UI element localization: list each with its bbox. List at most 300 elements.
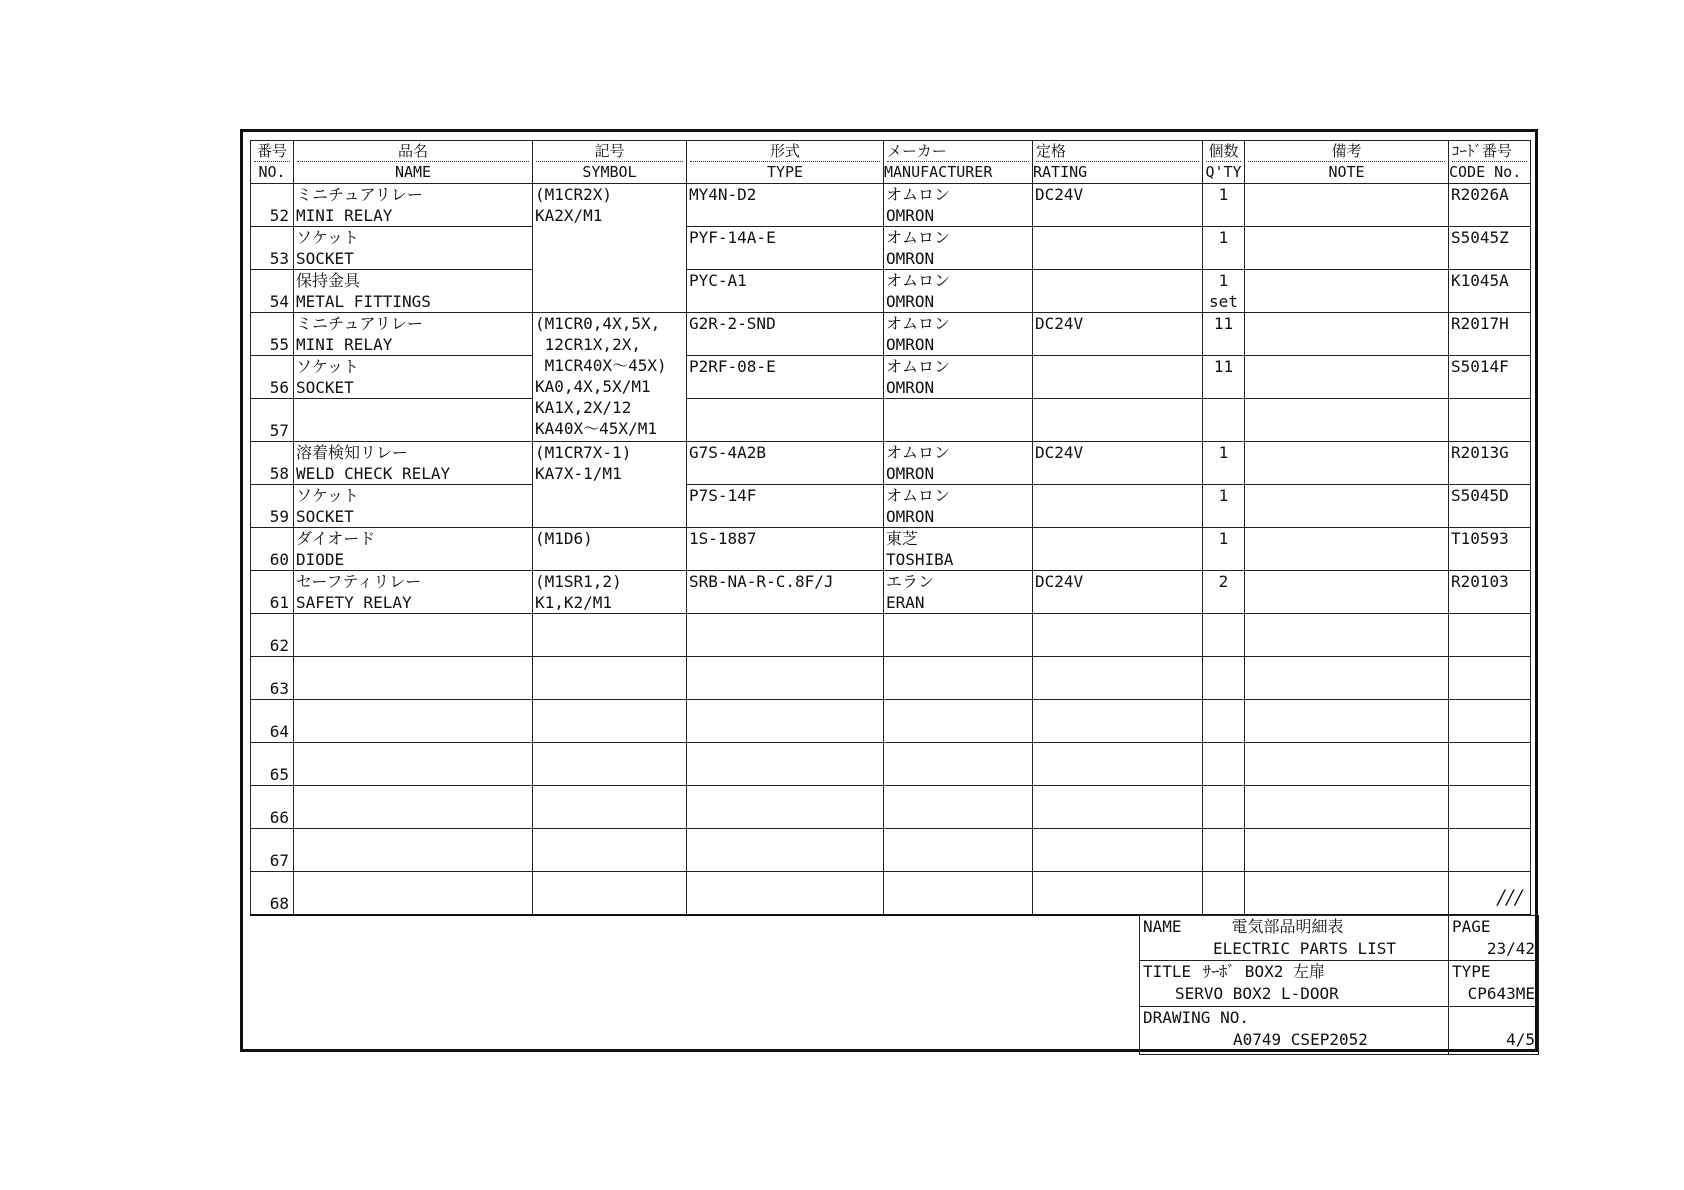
manufacturer-japanese <box>886 872 1030 893</box>
name-english: SOCKET <box>296 507 354 526</box>
rating-value <box>1035 270 1200 291</box>
name-japanese <box>296 872 530 893</box>
type-value: 1S-1887 <box>689 529 757 548</box>
code-cell <box>1449 829 1531 872</box>
code-number <box>1451 399 1528 420</box>
code-cell <box>1449 356 1531 399</box>
rating-cell <box>1033 829 1203 872</box>
row-number: 58 <box>269 464 289 483</box>
name-cell <box>294 313 533 356</box>
sheet-number: 4/5 <box>1506 1030 1535 1049</box>
name-cell <box>294 657 533 700</box>
qty-value: 1 <box>1218 271 1229 290</box>
type-cell <box>687 270 884 313</box>
name-japanese: 溶着検知リレー <box>296 443 409 462</box>
row-number-cell <box>251 571 294 614</box>
code-number: R2026A <box>1451 185 1509 204</box>
title-block-title <box>1140 961 1449 1007</box>
row-number: 67 <box>269 851 289 870</box>
header-symbol: 記号 SYMBOL <box>533 141 687 184</box>
manufacturer-english: TOSHIBA <box>886 550 954 569</box>
manufacturer-english <box>886 850 1030 871</box>
symbol-cell <box>533 872 687 916</box>
symbol-line: (M1SR1,2) <box>535 572 622 591</box>
code-number <box>1451 657 1528 678</box>
table-row <box>251 485 1531 528</box>
row-number-cell <box>251 356 294 399</box>
name-japanese <box>296 829 530 850</box>
row-number-cell <box>251 872 294 916</box>
symbol-line: (M1D6) <box>535 529 593 548</box>
row-number-cell <box>251 614 294 657</box>
type-value: G2R-2-SND <box>689 314 776 333</box>
code-number: R2013G <box>1451 443 1509 462</box>
code-cell <box>1449 227 1531 270</box>
type-value: P7S-14F <box>689 486 757 505</box>
qty-unit <box>1205 807 1242 828</box>
note-cell <box>1245 872 1449 916</box>
code-number <box>1451 829 1528 850</box>
manufacturer-english: ERAN <box>886 593 925 612</box>
rating-cell <box>1033 700 1203 743</box>
type-value <box>689 829 881 850</box>
rating-cell <box>1033 227 1203 270</box>
code-number: S5045D <box>1451 486 1509 505</box>
title-english: SERVO BOX2 L-DOOR <box>1175 984 1339 1003</box>
symbol-cell <box>533 614 687 657</box>
table-row <box>251 399 1531 442</box>
row-number-cell <box>251 528 294 571</box>
table-row <box>251 184 1531 227</box>
name-japanese <box>296 700 530 721</box>
name-cell <box>294 872 533 916</box>
name-english <box>296 420 530 441</box>
code-cell <box>1449 313 1531 356</box>
qty-value: 1 <box>1218 486 1229 505</box>
manufacturer-cell <box>884 528 1033 571</box>
qty-cell <box>1203 184 1245 227</box>
type-value: G7S-4A2B <box>689 443 767 462</box>
name-english <box>296 635 530 656</box>
row-number-cell <box>251 743 294 786</box>
qty-unit <box>1205 850 1242 871</box>
header-type: 形式 TYPE <box>687 141 884 184</box>
rating-cell <box>1033 356 1203 399</box>
note-cell <box>1245 786 1449 829</box>
qty-cell <box>1203 829 1245 872</box>
table-row <box>251 227 1531 270</box>
manufacturer-english <box>886 807 1030 828</box>
qty-cell <box>1203 399 1245 442</box>
type-value: SRB-NA-R-C.8F/J <box>689 572 834 591</box>
code-number: S5014F <box>1451 357 1509 376</box>
manufacturer-japanese: エラン <box>886 572 935 591</box>
type-label: TYPE <box>1452 962 1491 981</box>
row-number: 53 <box>269 249 289 268</box>
manufacturer-cell <box>884 270 1033 313</box>
rating-value <box>1035 356 1200 377</box>
type-value <box>689 399 881 420</box>
title-block-drawing <box>1140 1007 1449 1055</box>
code-number <box>1451 700 1528 721</box>
name-japanese: 電気部品明細表 <box>1231 917 1344 936</box>
qty-unit <box>1205 334 1242 355</box>
name-cell <box>294 356 533 399</box>
qty-value <box>1205 614 1242 635</box>
row-number: 54 <box>269 292 289 311</box>
row-number: 62 <box>269 636 289 655</box>
type-cell <box>687 614 884 657</box>
type-value <box>689 786 881 807</box>
header-qty: 個数 Q'TY <box>1203 141 1245 184</box>
manufacturer-japanese: オムロン <box>886 486 951 505</box>
manufacturer-cell <box>884 442 1033 485</box>
manufacturer-english: OMRON <box>886 464 935 483</box>
code-cell <box>1449 442 1531 485</box>
note-cell <box>1245 399 1449 442</box>
qty-unit <box>1205 463 1242 484</box>
symbol-cell <box>533 829 687 872</box>
rating-cell <box>1033 743 1203 786</box>
drawing-number: A0749 CSEP2052 <box>1233 1030 1368 1049</box>
row-number-cell <box>251 184 294 227</box>
qty-cell <box>1203 442 1245 485</box>
name-english: SOCKET <box>296 378 354 397</box>
type-value: P2RF-08-E <box>689 357 776 376</box>
manufacturer-english: OMRON <box>886 378 935 397</box>
qty-unit <box>1205 893 1242 914</box>
rating-cell <box>1033 270 1203 313</box>
row-number: 63 <box>269 679 289 698</box>
manufacturer-cell <box>884 571 1033 614</box>
name-english: WELD CHECK RELAY <box>296 464 451 483</box>
rating-cell <box>1033 313 1203 356</box>
rating-cell <box>1033 528 1203 571</box>
name-cell <box>294 528 533 571</box>
manufacturer-japanese <box>886 657 1030 678</box>
manufacturer-english <box>886 635 1030 656</box>
rating-cell <box>1033 872 1203 916</box>
manufacturer-cell <box>884 786 1033 829</box>
title-block-name <box>1140 916 1449 961</box>
rating-value <box>1035 786 1200 807</box>
qty-cell <box>1203 571 1245 614</box>
manufacturer-english: OMRON <box>886 249 935 268</box>
qty-unit <box>1205 205 1242 226</box>
name-english <box>296 764 530 785</box>
name-english <box>296 678 530 699</box>
qty-value: 1 <box>1218 185 1229 204</box>
rating-cell <box>1033 485 1203 528</box>
name-japanese: ソケット <box>296 228 360 247</box>
manufacturer-cell <box>884 485 1033 528</box>
rating-value <box>1035 227 1200 248</box>
qty-value: 2 <box>1218 572 1229 591</box>
manufacturer-english: OMRON <box>886 507 935 526</box>
symbol-line: (M1CR7X-1) <box>535 443 632 462</box>
manufacturer-japanese: 東芝 <box>886 529 919 548</box>
qty-unit <box>1205 678 1242 699</box>
header-rating: 定格 RATING <box>1033 141 1203 184</box>
title-block <box>1139 915 1539 1055</box>
qty-unit <box>1205 549 1242 570</box>
table-row <box>251 872 1531 916</box>
name-cell <box>294 571 533 614</box>
manufacturer-japanese <box>886 399 1030 420</box>
type-cell <box>687 356 884 399</box>
qty-value: 1 <box>1218 529 1229 548</box>
type-cell <box>687 743 884 786</box>
row-number: 60 <box>269 550 289 569</box>
rating-cell <box>1033 657 1203 700</box>
row-number-cell <box>251 442 294 485</box>
code-cell <box>1449 184 1531 227</box>
header-no: 番号 NO. <box>251 141 294 184</box>
manufacturer-japanese <box>886 700 1030 721</box>
title-block-page <box>1449 916 1539 961</box>
code-cell <box>1449 657 1531 700</box>
header-name: 品名 NAME <box>294 141 533 184</box>
name-japanese: ミニチュアリレー <box>296 314 423 333</box>
qty-cell <box>1203 356 1245 399</box>
symbol-cell <box>533 442 687 528</box>
type-cell <box>687 313 884 356</box>
name-japanese: 保持金具 <box>296 271 361 290</box>
name-cell <box>294 184 533 227</box>
qty-cell <box>1203 657 1245 700</box>
qty-unit <box>1205 635 1242 656</box>
row-number-cell <box>251 270 294 313</box>
rating-cell <box>1033 571 1203 614</box>
rating-value <box>1035 528 1200 549</box>
title-label: TITLE <box>1143 962 1192 981</box>
qty-value <box>1205 657 1242 678</box>
type-cell <box>687 657 884 700</box>
code-number: S5045Z <box>1451 228 1509 247</box>
row-number: 59 <box>269 507 289 526</box>
name-cell <box>294 442 533 485</box>
symbol-line: (M1CR2X) <box>535 185 613 204</box>
note-cell <box>1245 270 1449 313</box>
qty-value <box>1205 872 1242 893</box>
qty-cell <box>1203 227 1245 270</box>
header-code: ｺｰﾄﾞ番号 CODE No. <box>1449 141 1531 184</box>
title-japanese: ｻｰﾎﾞ BOX2 左扉 <box>1203 962 1325 981</box>
manufacturer-cell <box>884 614 1033 657</box>
qty-value: 11 <box>1213 357 1234 376</box>
type-value: CP643ME <box>1467 984 1535 1003</box>
header-note: 備考 NOTE <box>1245 141 1449 184</box>
rating-value: DC24V <box>1035 572 1084 591</box>
page-label: PAGE <box>1452 917 1491 936</box>
qty-value: 1 <box>1218 443 1229 462</box>
type-value <box>689 657 881 678</box>
row-number-cell <box>251 485 294 528</box>
type-cell <box>687 184 884 227</box>
manufacturer-japanese: オムロン <box>886 228 951 247</box>
table-row <box>251 356 1531 399</box>
rating-cell <box>1033 786 1203 829</box>
code-cell <box>1449 485 1531 528</box>
name-japanese: ミニチュアリレー <box>296 185 423 204</box>
symbol-line: KA40X～45X/M1 <box>535 419 657 438</box>
code-cell <box>1449 399 1531 442</box>
type-cell <box>687 399 884 442</box>
name-english: MINI RELAY <box>296 206 393 225</box>
manufacturer-japanese: オムロン <box>886 314 951 333</box>
type-cell <box>687 528 884 571</box>
row-number-cell <box>251 399 294 442</box>
name-japanese: ソケット <box>296 357 360 376</box>
table-row <box>251 700 1531 743</box>
name-english: METAL FITTINGS <box>296 292 431 311</box>
rating-value <box>1035 700 1200 721</box>
table-row <box>251 743 1531 786</box>
manufacturer-english: OMRON <box>886 292 935 311</box>
symbol-cell <box>533 313 687 442</box>
code-cell <box>1449 743 1531 786</box>
table-row <box>251 786 1531 829</box>
manufacturer-japanese: オムロン <box>886 185 951 204</box>
name-japanese <box>296 657 530 678</box>
electric-parts-table <box>250 140 1531 916</box>
name-english <box>296 807 530 828</box>
code-cell <box>1449 528 1531 571</box>
qty-unit: set <box>1209 292 1238 311</box>
symbol-cell <box>533 657 687 700</box>
qty-unit <box>1205 377 1242 398</box>
row-number: 61 <box>269 593 289 612</box>
note-cell <box>1245 700 1449 743</box>
title-block-type <box>1449 961 1539 1007</box>
row-number-cell <box>251 227 294 270</box>
type-cell <box>687 872 884 916</box>
qty-unit <box>1205 764 1242 785</box>
code-cell <box>1449 786 1531 829</box>
rating-value: DC24V <box>1035 314 1084 333</box>
code-number: T10593 <box>1451 529 1509 548</box>
note-cell <box>1245 442 1449 485</box>
qty-cell <box>1203 270 1245 313</box>
rating-value: DC24V <box>1035 185 1084 204</box>
manufacturer-cell <box>884 399 1033 442</box>
symbol-line: KA1X,2X/12 <box>535 398 632 417</box>
qty-cell <box>1203 528 1245 571</box>
code-number: R20103 <box>1451 572 1509 591</box>
manufacturer-english <box>886 420 1030 441</box>
name-cell <box>294 270 533 313</box>
symbol-line: (M1CR0,4X,5X, <box>535 314 661 333</box>
type-cell <box>687 829 884 872</box>
row-number: 64 <box>269 722 289 741</box>
name-english: DIODE <box>296 550 345 569</box>
manufacturer-cell <box>884 184 1033 227</box>
rating-value <box>1035 872 1200 893</box>
row-number: 65 <box>269 765 289 784</box>
name-cell <box>294 399 533 442</box>
type-value: PYF-14A-E <box>689 228 776 247</box>
code-cell <box>1449 270 1531 313</box>
code-cell <box>1449 700 1531 743</box>
page-value: 23/42 <box>1486 939 1535 958</box>
symbol-cell <box>533 786 687 829</box>
symbol-line: KA7X-1/M1 <box>535 464 622 483</box>
manufacturer-cell <box>884 829 1033 872</box>
manufacturer-cell <box>884 356 1033 399</box>
qty-cell <box>1203 700 1245 743</box>
symbol-cell <box>533 528 687 571</box>
name-english: SAFETY RELAY <box>296 593 412 612</box>
rating-cell <box>1033 399 1203 442</box>
name-japanese <box>296 743 530 764</box>
type-cell <box>687 442 884 485</box>
rating-value: DC24V <box>1035 443 1084 462</box>
qty-unit <box>1205 506 1242 527</box>
qty-value <box>1205 399 1242 420</box>
title-block-sheet <box>1449 1007 1539 1055</box>
symbol-line: M1CR40X～45X) <box>535 356 667 375</box>
table-header <box>251 141 1531 184</box>
table-row <box>251 657 1531 700</box>
qty-value <box>1205 786 1242 807</box>
symbol-line: KA0,4X,5X/M1 <box>535 377 651 396</box>
note-cell <box>1245 184 1449 227</box>
type-value: PYC-A1 <box>689 271 747 290</box>
name-english <box>296 850 530 871</box>
table-row <box>251 571 1531 614</box>
manufacturer-japanese: オムロン <box>886 443 951 462</box>
table-row <box>251 829 1531 872</box>
qty-value: 1 <box>1218 228 1229 247</box>
name-cell <box>294 227 533 270</box>
table-row <box>251 528 1531 571</box>
drawing-label: DRAWING NO. <box>1143 1008 1249 1027</box>
qty-unit <box>1205 592 1242 613</box>
name-cell <box>294 700 533 743</box>
note-cell <box>1245 528 1449 571</box>
qty-cell <box>1203 313 1245 356</box>
code-number <box>1451 786 1528 807</box>
qty-cell <box>1203 786 1245 829</box>
type-value <box>689 872 881 893</box>
name-japanese: ソケット <box>296 486 360 505</box>
type-value: MY4N-D2 <box>689 185 757 204</box>
manufacturer-cell <box>884 313 1033 356</box>
name-cell <box>294 786 533 829</box>
code-number: K1045A <box>1451 271 1509 290</box>
manufacturer-cell <box>884 227 1033 270</box>
type-cell <box>687 227 884 270</box>
qty-cell <box>1203 614 1245 657</box>
row-number: 52 <box>269 206 289 225</box>
qty-unit <box>1205 721 1242 742</box>
manufacturer-english <box>886 721 1030 742</box>
manufacturer-japanese <box>886 743 1030 764</box>
manufacturer-cell <box>884 700 1033 743</box>
table-row <box>251 442 1531 485</box>
name-english <box>296 721 530 742</box>
name-cell <box>294 743 533 786</box>
qty-value <box>1205 829 1242 850</box>
symbol-line: K1,K2/M1 <box>535 593 613 612</box>
name-cell <box>294 485 533 528</box>
rating-cell <box>1033 184 1203 227</box>
row-number-cell <box>251 786 294 829</box>
manufacturer-japanese: オムロン <box>886 357 951 376</box>
manufacturer-english <box>886 764 1030 785</box>
code-number <box>1451 743 1528 764</box>
name-japanese <box>296 614 530 635</box>
